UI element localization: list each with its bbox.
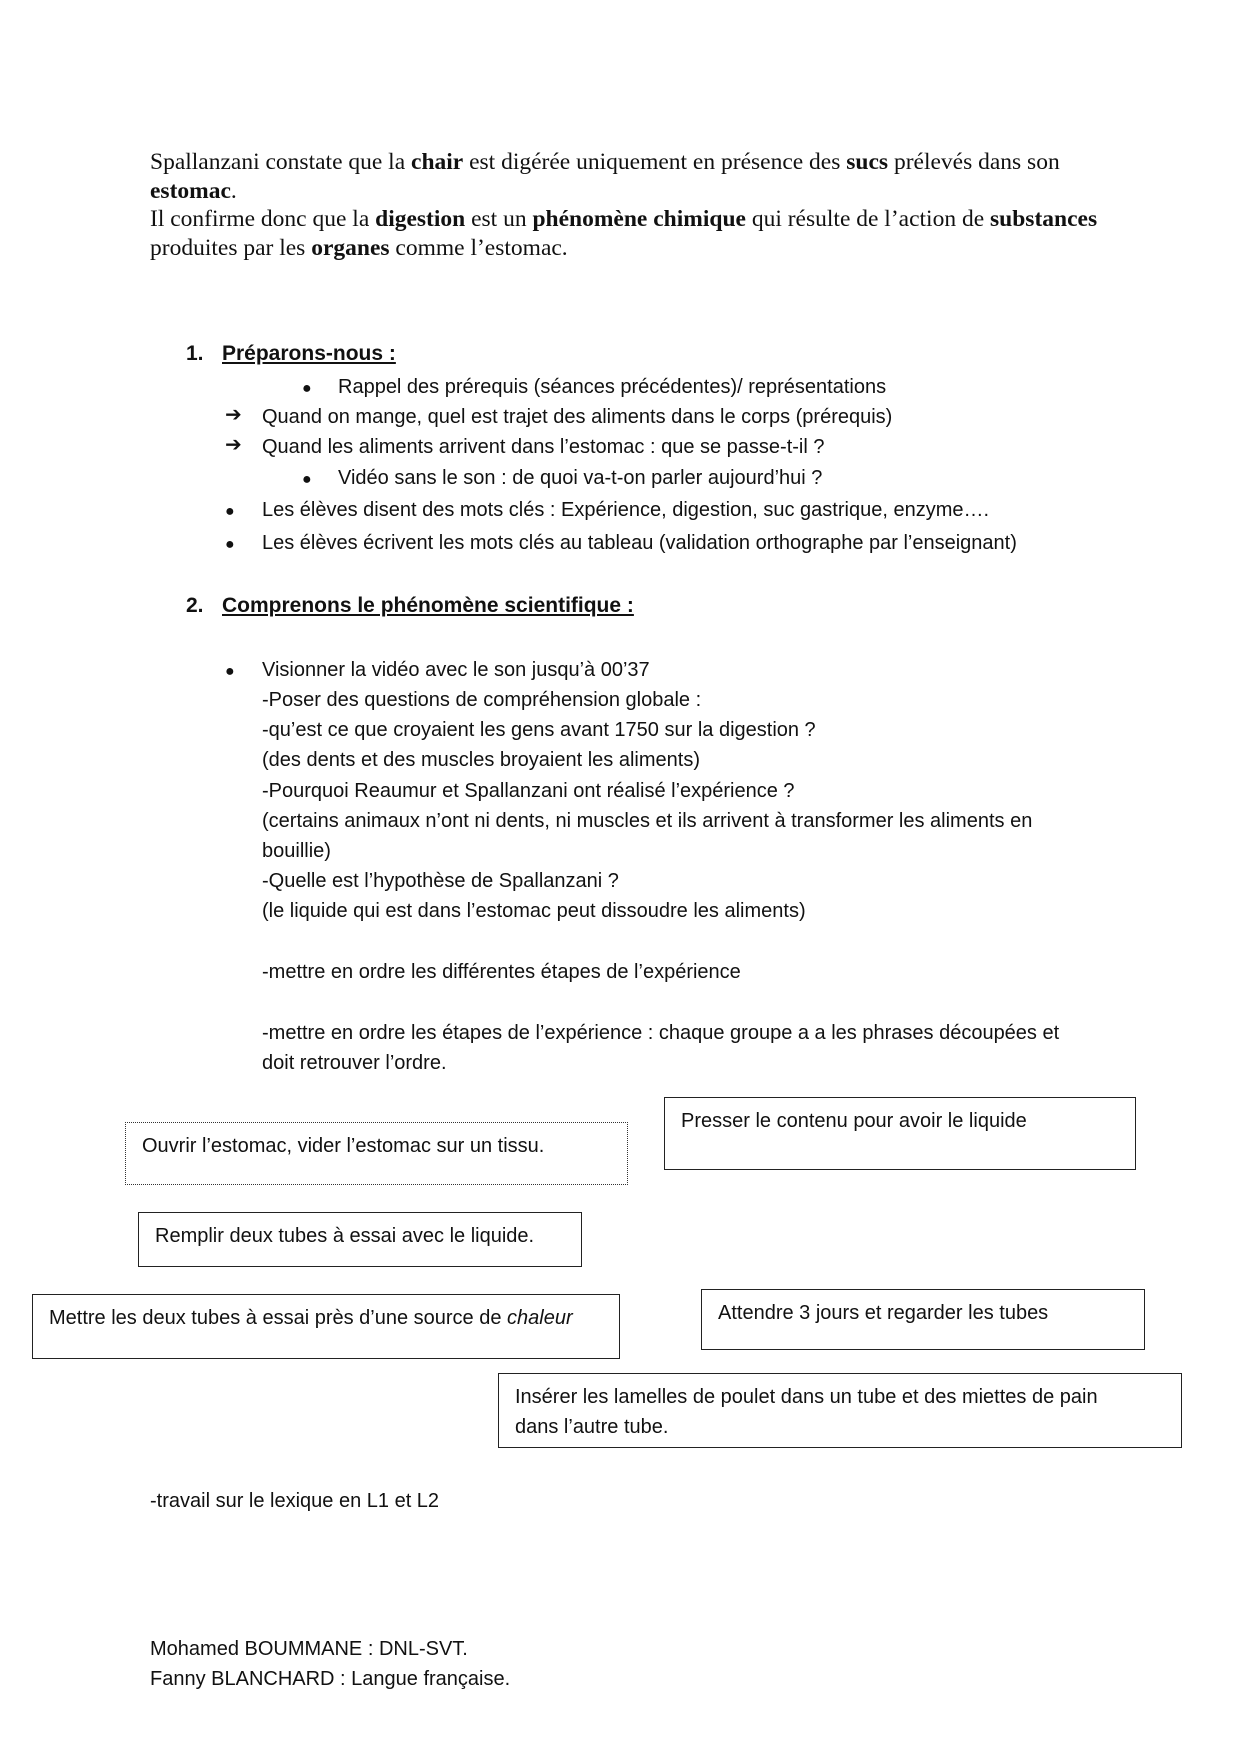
text-line: -Poser des questions de compréhension globale :: [262, 689, 702, 711]
step-card-mettre[interactable]: [32, 1294, 620, 1359]
intro-text: est un: [465, 206, 533, 232]
list-item: Rappel des prérequis (séances précédentes)/ représentations: [338, 376, 887, 398]
list-item: Les élèves écrivent les mots clés au tableau (validation orthographe par l’enseignant): [262, 532, 1017, 554]
intro-text: Il confirme donc que la: [150, 206, 376, 232]
intro-bold: organes: [311, 234, 390, 261]
text-line: -mettre en ordre les différentes étapes de l’expérience: [262, 961, 741, 983]
step-card-text: Mettre les deux tubes à essai près d’une source de: [49, 1307, 508, 1329]
intro-paragraph: [150, 148, 1110, 262]
step-card-inserer[interactable]: [498, 1373, 1182, 1448]
lexique-line: -travail sur le lexique en L1 et L2: [150, 1490, 440, 1512]
intro-text: comme l’estomac.: [389, 234, 568, 261]
text-line: -mettre en ordre les étapes de l’expérience : chaque groupe a a les phrases découpées et: [262, 1022, 1060, 1044]
text-line: (certains animaux n’ont ni dents, ni muscles et ils arrivent à transformer les aliments en: [262, 810, 1033, 832]
text-line: -Quelle est l’hypothèse de Spallanzani ?: [262, 870, 619, 892]
bullet-dot-icon: ●: [225, 663, 235, 680]
text-line: -Pourquoi Reaumur et Spallanzani ont réalisé l’expérience ?: [262, 780, 795, 802]
step-card-text: Ouvrir l’estomac, vider l’estomac sur un tissu.: [142, 1135, 545, 1157]
text-line: (des dents et des muscles broyaient les aliments): [262, 749, 700, 771]
intro-line-2: [150, 205, 1110, 262]
intro-text: Spallanzani constate que la: [150, 149, 412, 175]
section-2-heading: [186, 594, 634, 618]
text-line: -qu’est ce que croyaient les gens avant 1750 sur la digestion ?: [262, 719, 816, 741]
bullet-dot-icon: ●: [302, 471, 312, 488]
arrow-right-icon: ➔: [225, 434, 242, 456]
intro-text: qui résulte de l’action de: [745, 206, 991, 232]
intro-text: .: [230, 177, 237, 204]
list-item: Quand les aliments arrivent dans l’estomac : que se passe-t-il ?: [262, 436, 825, 458]
bullet-dot-icon: ●: [225, 503, 235, 520]
list-item: Vidéo sans le son : de quoi va-t-on parler aujourd’hui ?: [338, 467, 823, 489]
section-title: Préparons-nous :: [222, 342, 396, 365]
intro-bold: sucs: [846, 149, 889, 175]
list-item: Les élèves disent des mots clés : Expérience, digestion, suc gastrique, enzyme….: [262, 499, 990, 521]
intro-text: est digérée uniquement en présence des: [463, 149, 847, 175]
section-number: 2.: [186, 594, 204, 617]
intro-bold: phénomène chimique: [532, 206, 746, 232]
step-card-text-italic: chaleur: [507, 1307, 573, 1329]
step-card-remplir[interactable]: [138, 1212, 582, 1267]
step-card-ouvrir[interactable]: [125, 1122, 628, 1185]
step-card-text: dans l’autre tube.: [515, 1416, 669, 1438]
intro-bold: digestion: [375, 206, 466, 232]
intro-line-1: [150, 148, 1110, 205]
step-card-text: Insérer les lamelles de poulet dans un tube et des miettes de pain: [515, 1386, 1098, 1408]
intro-bold: chair: [411, 149, 464, 175]
intro-text: prélevés dans son: [888, 149, 1060, 175]
step-card-text: Remplir deux tubes à essai avec le liquide.: [155, 1225, 535, 1247]
footer-author-2: Fanny BLANCHARD : Langue française.: [150, 1668, 511, 1690]
intro-bold: estomac: [150, 177, 231, 204]
step-card-text: Attendre 3 jours et regarder les tubes: [718, 1302, 1049, 1324]
section-title: Comprenons le phénomène scientifique :: [222, 594, 634, 617]
bullet-dot-icon: ●: [302, 380, 312, 397]
arrow-right-icon: ➔: [225, 404, 242, 426]
section-number: 1.: [186, 342, 204, 365]
intro-text: produites par les: [150, 234, 312, 261]
intro-bold: substances: [990, 206, 1098, 232]
step-card-text: Presser le contenu pour avoir le liquide: [681, 1110, 1027, 1132]
footer-author-1: Mohamed BOUMMANE : DNL-SVT.: [150, 1638, 468, 1660]
list-item: Quand on mange, quel est trajet des aliments dans le corps (prérequis): [262, 406, 893, 428]
step-card-attendre[interactable]: [701, 1289, 1145, 1350]
bullet-dot-icon: ●: [225, 536, 235, 553]
text-line: doit retrouver l’ordre.: [262, 1052, 447, 1074]
text-line: Visionner la vidéo avec le son jusqu’à 00’37: [262, 659, 650, 681]
section-1-heading: [186, 342, 396, 366]
step-card-presser[interactable]: [664, 1097, 1136, 1170]
text-line: (le liquide qui est dans l’estomac peut dissoudre les aliments): [262, 900, 806, 922]
text-line: bouillie): [262, 840, 331, 862]
